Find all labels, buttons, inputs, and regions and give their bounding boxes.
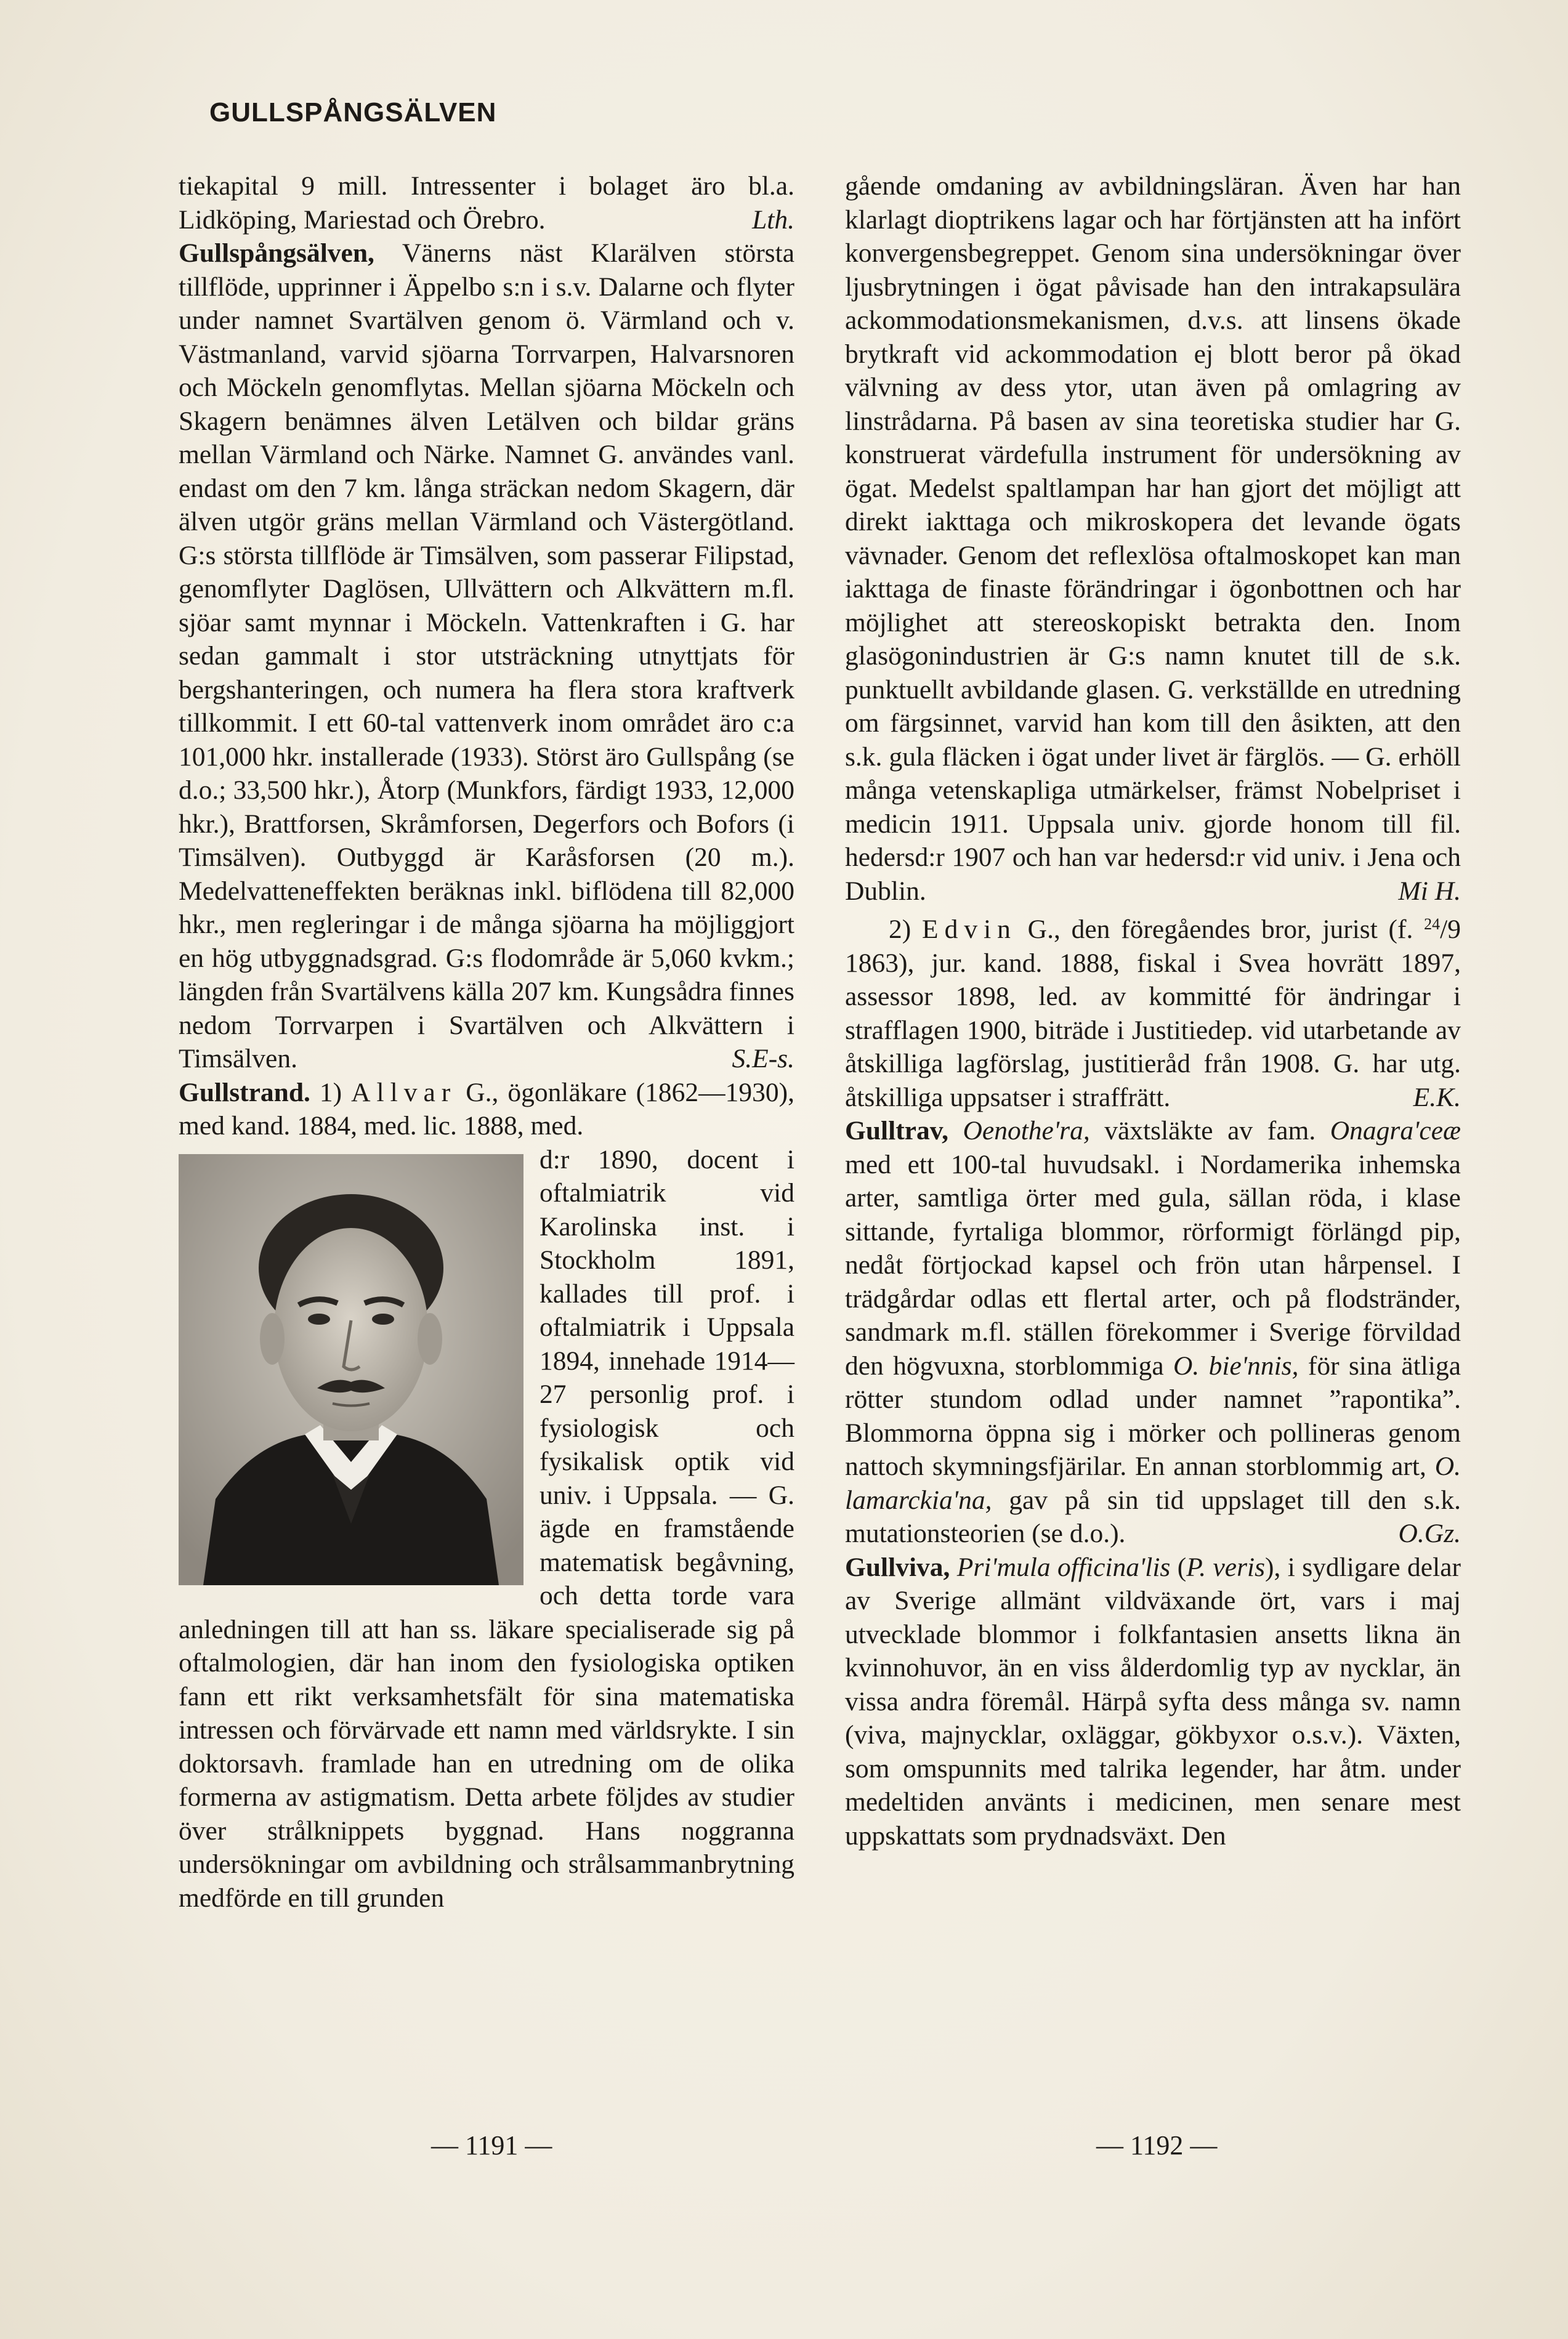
latin-name: Oenothe'ra,: [963, 1116, 1090, 1145]
page-number-right: — 1192 —: [1096, 2130, 1218, 2160]
entry-gullstrand-tail: [845, 169, 1461, 908]
entry-first-name: Edvin: [922, 915, 1017, 944]
entry-keyword: Gullviva,: [845, 1552, 950, 1582]
entry-text: gående omdaning av avbildningsläran. Även har han klarlagt dioptrikens lagar och har förtjänsten att ha infört konvergensbegreppet. Genom sina undersökningar över ljusbrytningen i ögat påvisade han den intrakapsulära ackommodationsmekanismen, d.v.s. att linsens ökade brytkraft vid ackommodation ej blott beror på ökad välvning av dess ytor, utan även på omlagring av linstrådarna. På basen av sina teoretiska studier har G. konstruerat värdefulla instrument för undersökning av ögat. Medelst spaltlampan har han gjort det möjligt att direkt iakttaga och mikroskopera det levande ögats vävnader. Genom det reflexlösa oftalmoskopet kan man iakttaga de finaste förändringar i ögonbottnen och har möjlighet att stereoskopiskt betrakta den. Inom glasögonindustrien är G:s namn knutet till de s.k. punktuellt avbildande glasen. G. verkställde en utredning om färgsinnet, varvid han kom till den åsikten, att den s.k. gula fläcken i ögat under livet är färglös. — G. erhöll många vetenskapliga utmärkelser, främst Nobelpriset i medicin 1911. Uppsala univ. gjorde honom till fil. hedersd:r 1907 och han var hedersd:r vid univ. i Jena och Dublin.: [845, 171, 1461, 906]
latin-name: P. veris: [1186, 1552, 1266, 1582]
entry-text: Vänerns näst Klarälven största tillflöde, upprinner i Äppelbo s:n i s.v. Dalarne och flyter under namnet Svartälven genom ö. Värmland och v. Västmanland, varvid sjöarna Torrvarpen, Halvarsnoren och Möckeln genomflytas. Mellan sjöarna Möckeln och Skagern benämnes älven Letälven och bildar gräns mellan Värmland och Närke. Namnet G. användes vanl. endast om den 7 km. långa sträckan nedom Skagern, där älven utgör gräns mellan Värmland och Västergötland. G:s största tillflöde är Timsälven, som passerar Filipstad, genomflyter Daglösen, Ullvättern och Alkvättern m.fl. sjöar samt mynnar i Möckeln. Vattenkraften i G. har sedan gammalt i stor utsträckning utnyttjats för bergshanteringen, och numera ha flera stora kraftverk tillkommit. I ett 60-tal vattenverk inom området äro c:a 101,000 hkr. installerade (1933). Störst äro Gullspång (se d.o.; 33,500 hkr.), Åtorp (Munkfors, färdigt 1933, 12,000 hkr.), Brattforsen, Skråmforsen, Degerfors och Bofors (i Timsälven). Outbyggd är Karåsforsen (20 m.). Medelvatteneffekten beräknas inkl. biflödena till 82,000 hkr., men regleringar i de många sjöarna ha möjliggjort en hög utbyggnadsgrad. G:s flodområde är 5,060 kvkm.; längden från Svartälvens källa 207 km. Kungsådra finnes nedom Torrvarpen i Svartälven och Alkvättern i Timsälven.: [179, 238, 794, 1073]
entry-edvin-gullstrand: [845, 908, 1461, 1114]
entry-keyword: Gulltrav,: [845, 1116, 948, 1145]
entry-keyword: Gullspångsälven,: [179, 238, 374, 268]
entry-number: 1): [310, 1077, 352, 1107]
entry-text: G., den föregåendes bror, jurist (f.: [1016, 915, 1425, 944]
entry-keyword: Gullstrand.: [179, 1077, 310, 1107]
entry-text: med ett 100-tal huvudsakl. i Nordamerika inhemska arter, samtliga örter med gula, sällan röda, i klase sittande, fyrtaliga blommor, rörformigt förlängd pip, nedåt förtjockad kapsel och frön utan hårpensel. I trädgårdar odlas ett flertal arter, och på flodstränder, sandmark m.fl. ställen förekommer i Sverige förvildad den högvuxna, storblommiga: [845, 1149, 1461, 1381]
latin-name: O. bie'nnis,: [1173, 1351, 1299, 1381]
page-number-left: — 1191 —: [431, 2130, 552, 2160]
author-signature: O.Gz.: [1398, 1519, 1461, 1548]
entry-text: d:r 1890, docent i oftalmiatrik vid Karolinska inst. i Stockholm 1891, kallades till prof. i oftalmiatrik i Uppsala 1894, innehade 1914—27 personlig prof. i fysiologisk och fysikalisk optik vid univ. i Uppsala. — G. ägde en framstående matematisk begåvning, och detta torde vara anledningen till att han ss. läkare specialiserade sig på oftalmologien, där han inom den fysiologiska optiken fann ett rikt verksamhetsfält för sina matematiska intressen och förvärvade ett namn med världsrykte. I sin doktorsavh. framlade han en utredning om de olika formerna av astigmatism. Detta arbete följdes av studier över strålknippets byggnad. Hans noggranna undersökningar om avbildning och strålsammanbrytning medförde en till grunden: [179, 1144, 794, 1913]
entry-text: ), i sydligare delar av Sverige allmänt vildväxande ört, vars i maj utvecklade blommor i folkfantasien ansetts likna än kvinnohuvor, än en viss ålderdomlig typ av nycklar, än vissa andra föremål. Härpå syfta dess många sv. namn (viva, majnycklar, oxläggar, gökbyxor o.s.v.). Växten, som omspunnits med talrika legender, har åtm. under medeltiden använts i medicinen, men senare mest uppskattats som prydnadsväxt. Den: [845, 1552, 1461, 1851]
entry-text: (: [1170, 1552, 1187, 1582]
entry-text: växtsläkte av fam.: [1089, 1116, 1330, 1145]
entry-gullviva: [845, 1551, 1461, 1853]
right-column: [845, 169, 1461, 1852]
author-signature: Lth.: [752, 204, 794, 235]
latin-name: Pri'mula officina'lis: [956, 1552, 1171, 1582]
entry-text: för sina ätliga rötter stundom odlad under namnet ”rapontika”. Blommorna öppna sig i mörker och pollineras genom nattoch skymningsfjärilar. En annan storblommig art,: [845, 1351, 1461, 1481]
entry-gulltrav: [845, 1114, 1461, 1551]
left-column: [179, 169, 794, 1915]
date-superscript: 24: [1424, 915, 1441, 933]
portrait-photo: [179, 1154, 523, 1585]
author-signature: Mi H.: [1398, 876, 1461, 906]
entry-text: [948, 1116, 963, 1145]
author-signature: S.E-s.: [732, 1044, 794, 1073]
entry-number: 2): [889, 915, 922, 944]
entry-text: [950, 1553, 956, 1582]
entry-text: /9 1863), jur. kand. 1888, fiskal i Svea hovrätt 1897, assessor 1898, led. av kommitté för ändringar i strafflagen 1900, biträde i Justitiedep. vid utarbetande av åtskilliga lagförslag, justitieråd från 1908. G. har utg. åtskilliga uppsatser i straffrätt.: [845, 915, 1461, 1112]
running-head: GULLSPÅNGSÄLVEN: [209, 97, 497, 127]
paragraph-gullspangsalven-tail: [179, 169, 794, 236]
entry-text: G., ögonläkare (1862—1930), med kand. 1884, med. lic. 1888, med.: [179, 1077, 794, 1141]
author-signature: E.K.: [1413, 1082, 1461, 1112]
latin-name: Onagra'ceæ: [1330, 1116, 1461, 1145]
paragraph-text: tiekapital 9 mill. Intressenter i bolaget äro bl.a. Lidköping, Mariestad och Örebro.: [179, 171, 794, 235]
latin-name: O. lamarckia'na,: [845, 1452, 1461, 1515]
entry-gullspangsalven: [179, 236, 794, 1076]
entry-text: gav på sin tid uppslaget till den s.k. mutationsteorien (se d.o.).: [845, 1485, 1461, 1548]
entry-gullstrand: [179, 1076, 794, 1143]
entry-first-name: Allvar: [351, 1077, 457, 1107]
portrait-photo-icon: [179, 1154, 523, 1585]
